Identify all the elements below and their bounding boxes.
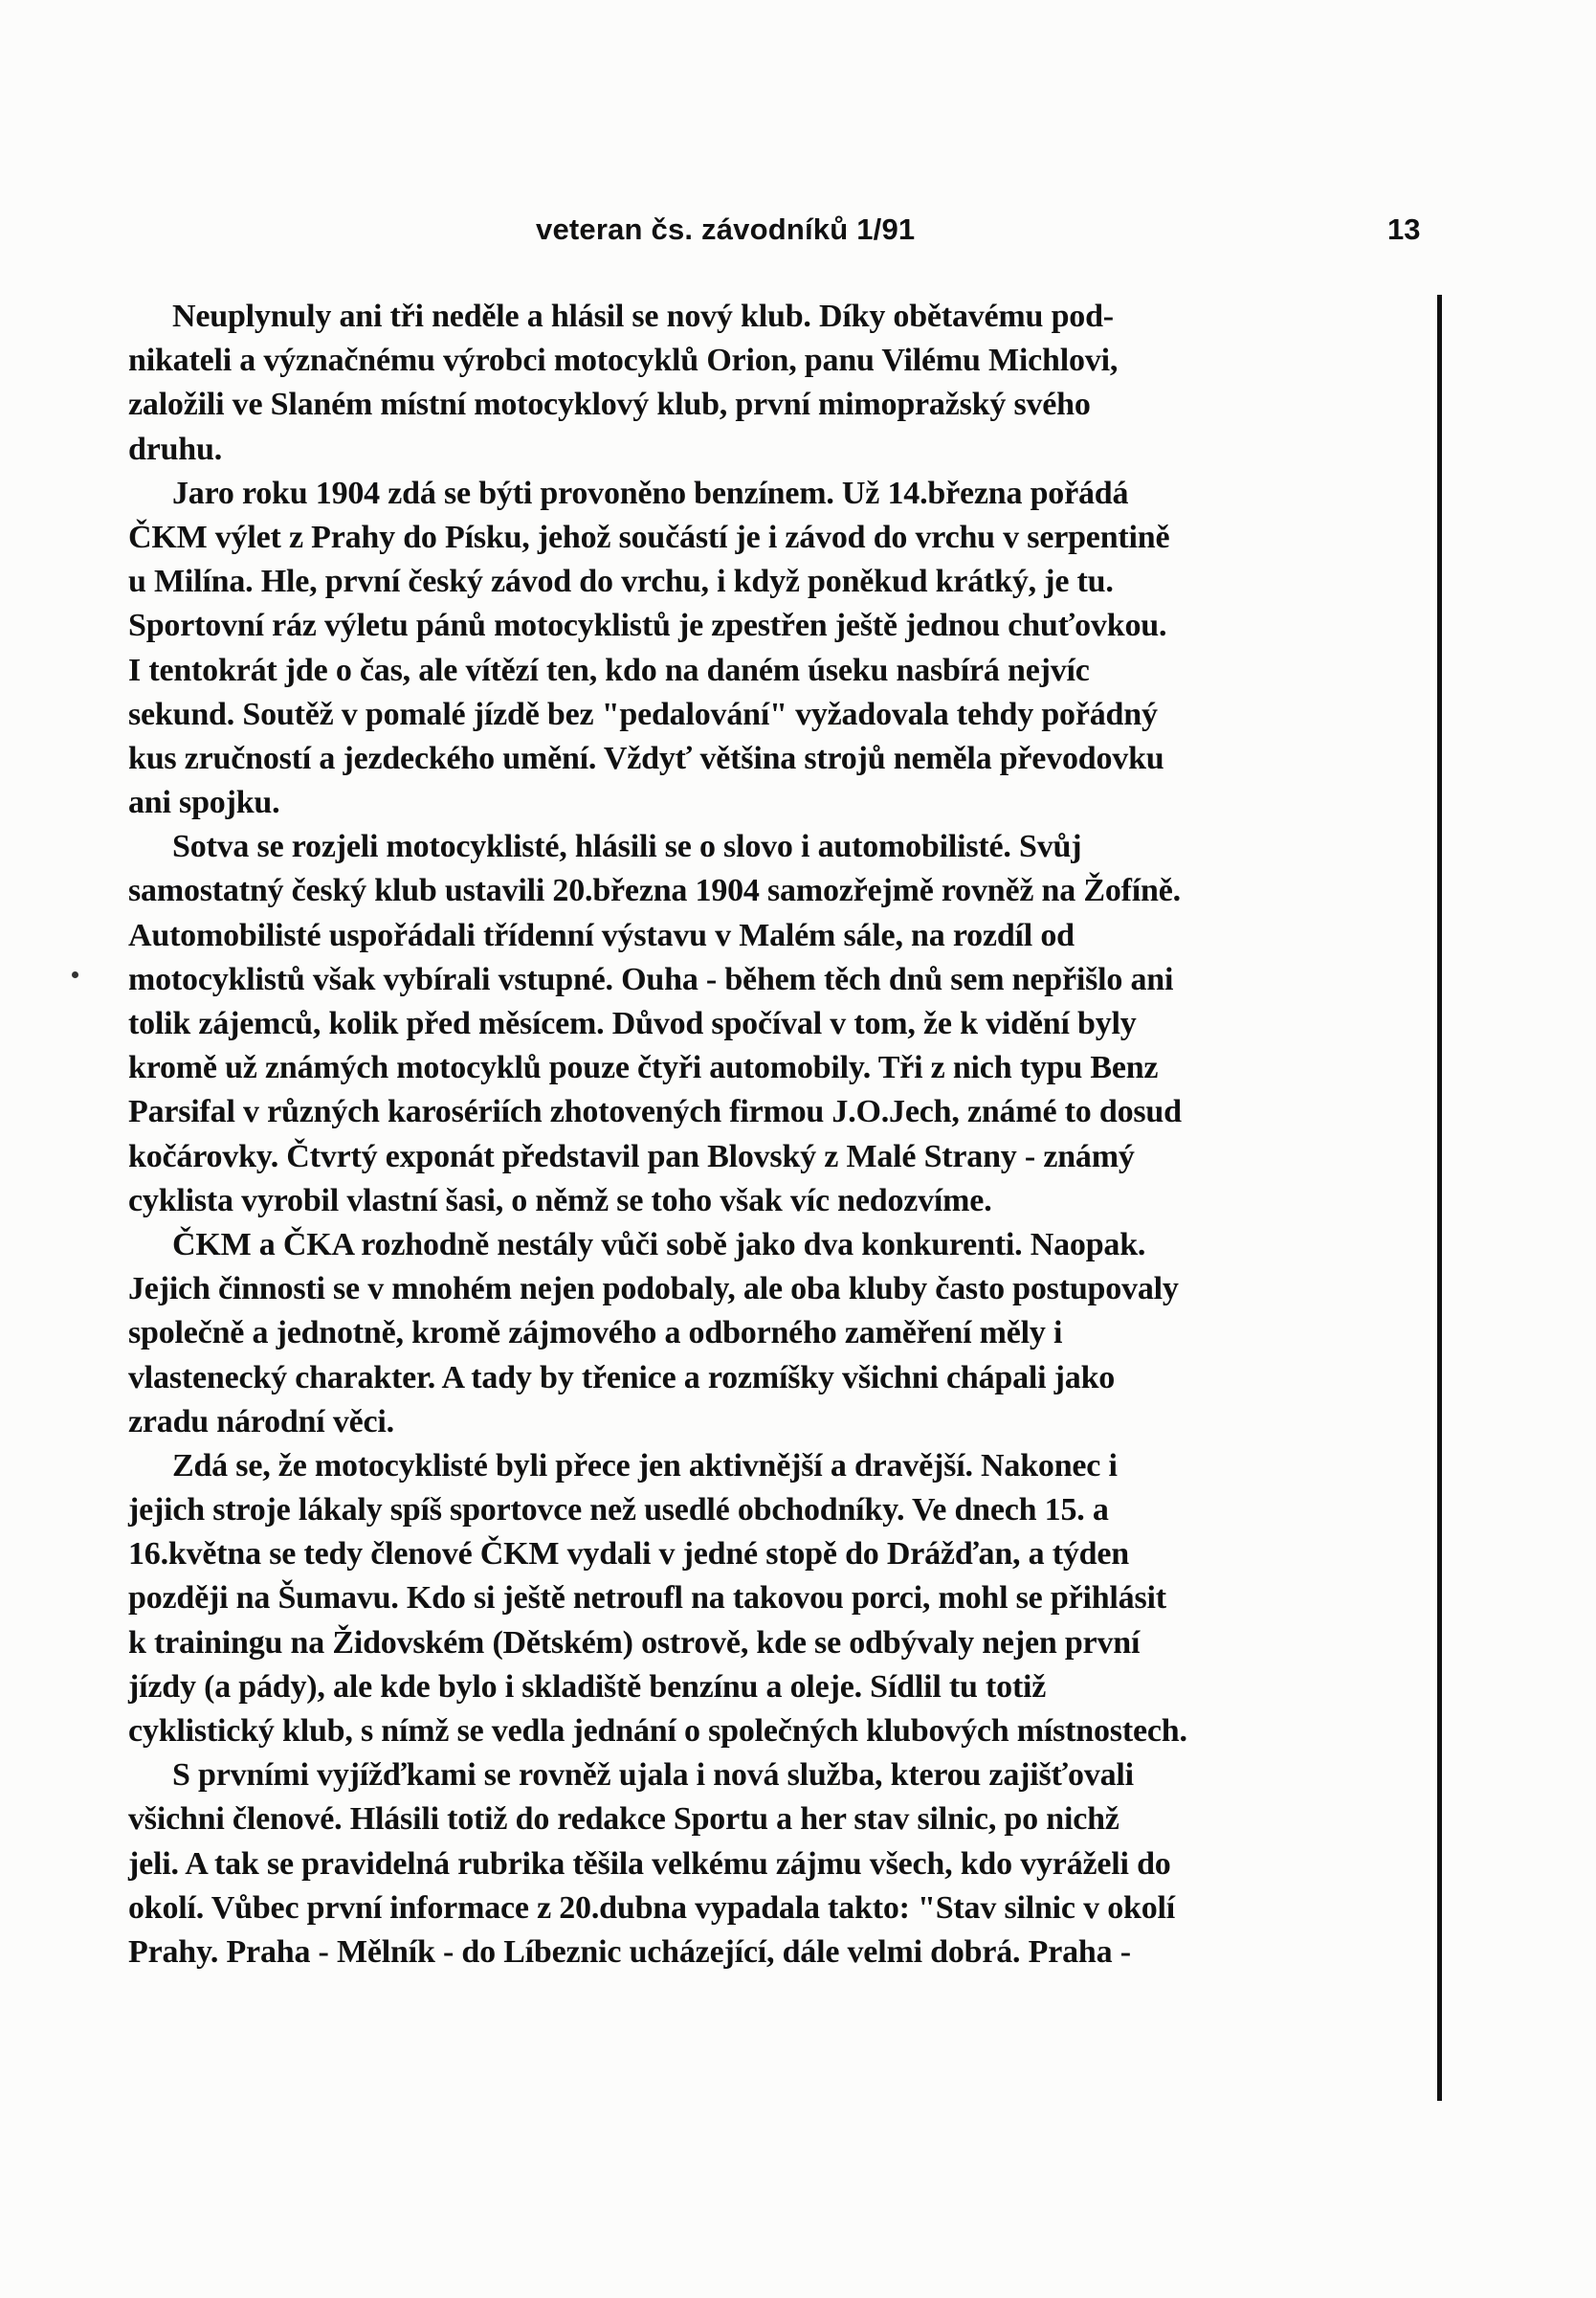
text-line: Prahy. Praha - Mělník - do Líbeznic ucházející, dále velmi dobrá. Praha - bbox=[128, 1933, 1131, 1970]
text-line: I tentokrát jde o čas, ale vítězí ten, kdo na daném úseku nasbírá nejvíc bbox=[128, 652, 1090, 688]
margin-dot bbox=[72, 971, 78, 978]
text-line: jízdy (a pády), ale kde bylo i skladiště benzínu a oleje. Sídlil tu totiž bbox=[128, 1668, 1047, 1705]
text-line: jejich stroje lákaly spíš sportovce než usedlé obchodníky. Ve dnech 15. a bbox=[128, 1492, 1109, 1528]
text-line: samostatný český klub ustavili 20.března 1904 samozřejmě rovněž na Žofíně. bbox=[128, 873, 1181, 909]
text-line: ČKM výlet z Prahy do Písku, jehož součástí je i závod do vrchu v serpentině bbox=[128, 519, 1170, 555]
text-line: tolik zájemců, kolik před měsícem. Důvod spočíval v tom, že k vidění byly bbox=[128, 1006, 1137, 1041]
text-line: okolí. Vůbec první informace z 20.dubna vypadala takto: "Stav silnic v okolí bbox=[128, 1889, 1176, 1926]
text-line: ani spojku. bbox=[128, 785, 280, 821]
text-line: kus zručností a jezdeckého umění. Vždyť většina strojů neměla převodovku bbox=[128, 740, 1164, 776]
text-line: Sportovní ráz výletu pánů motocyklistů je zpestřen ještě jednou chuťovkou. bbox=[128, 608, 1167, 644]
text-line: Jejich činnosti se v mnohém nejen podobaly, ale oba kluby často postupovaly bbox=[128, 1271, 1179, 1307]
text-line: Sotva se rozjeli motocyklisté, hlásili se o slovo i automobilisté. Svůj bbox=[172, 829, 1082, 865]
text-line: Zdá se, že motocyklisté byli přece jen aktivnější a dravější. Nakonec i bbox=[172, 1447, 1118, 1484]
text-line: druhu. bbox=[128, 431, 223, 467]
text-line: vlastenecký charakter. A tady by třenice a rozmíšky všichni chápali jako bbox=[128, 1359, 1116, 1395]
text-line: jeli. A tak se pravidelná rubrika těšila velkému zájmu všech, kdo vyráželi do bbox=[128, 1845, 1171, 1882]
text-line: Jaro roku 1904 zdá se býti provoněno benzínem. Už 14.března pořádá bbox=[172, 475, 1129, 511]
text-line: nikateli a význačnému výrobci motocyklů Orion, panu Vilému Michlovi, bbox=[128, 343, 1119, 379]
text-line: Neuplynuly ani tři neděle a hlásil se nový klub. Díky obětavému pod- bbox=[172, 299, 1114, 334]
text-line: Automobilisté uspořádali třídenní výstavu v Malém sále, na rozdíl od bbox=[128, 917, 1075, 953]
text-line: kromě už známých motocyklů pouze čtyři automobily. Tři z nich typu Benz bbox=[128, 1050, 1159, 1086]
text-line: cyklistický klub, s nímž se vedla jednání o společných klubových místnostech. bbox=[128, 1713, 1187, 1749]
text-line: S prvními vyjížďkami se rovněž ujala i nová služba, kterou zajišťovali bbox=[172, 1757, 1134, 1794]
text-line: kočárovky. Čtvrtý exponát představil pan Blovský z Malé Strany - známý bbox=[128, 1138, 1135, 1174]
text-line: cyklista vyrobil vlastní šasi, o němž se toho však víc nedozvíme. bbox=[128, 1182, 992, 1218]
text-line: společně a jednotně, kromě zájmového a odborného zaměření měly i bbox=[128, 1315, 1063, 1351]
text-line: později na Šumavu. Kdo si ještě netroufl na takovou porci, mohl se přihlásit bbox=[128, 1580, 1166, 1617]
margin-rule bbox=[1437, 295, 1442, 2101]
page-number: 13 bbox=[1387, 212, 1421, 246]
text-line: ČKM a ČKA rozhodně nestály vůči sobě jako dva konkurenti. Naopak. bbox=[172, 1226, 1146, 1262]
text-line: sekund. Soutěž v pomalé jízdě bez "pedalování" vyžadovala tehdy pořádný bbox=[128, 696, 1158, 732]
text-line: všichni členové. Hlásili totiž do redakce Sportu a her stav silnic, po nichž bbox=[128, 1801, 1119, 1838]
text-line: k trainingu na Židovském (Dětském) ostrově, kde se odbývaly nejen první bbox=[128, 1624, 1141, 1661]
text-line: založili ve Slaném místní motocyklový klub, první mimopražský svého bbox=[128, 387, 1091, 423]
body-text bbox=[128, 295, 1395, 1974]
text-line: u Milína. Hle, první český závod do vrchu, i když poněkud krátký, je tu. bbox=[128, 564, 1114, 600]
text-line: motocyklistů však vybírali vstupné. Ouha - během těch dnů sem nepřišlo ani bbox=[128, 961, 1174, 997]
running-head bbox=[0, 212, 1596, 258]
text-line: 16.května se tedy členové ČKM vydali v jedné stopě do Drážďan, a týden bbox=[128, 1536, 1129, 1573]
text-line: zradu národní věci. bbox=[128, 1403, 394, 1439]
running-title: veteran čs. závodníků 1/91 bbox=[536, 212, 916, 246]
text-line: Parsifal v různých karosériích zhotovených firmou J.O.Jech, známé to dosud bbox=[128, 1094, 1182, 1130]
